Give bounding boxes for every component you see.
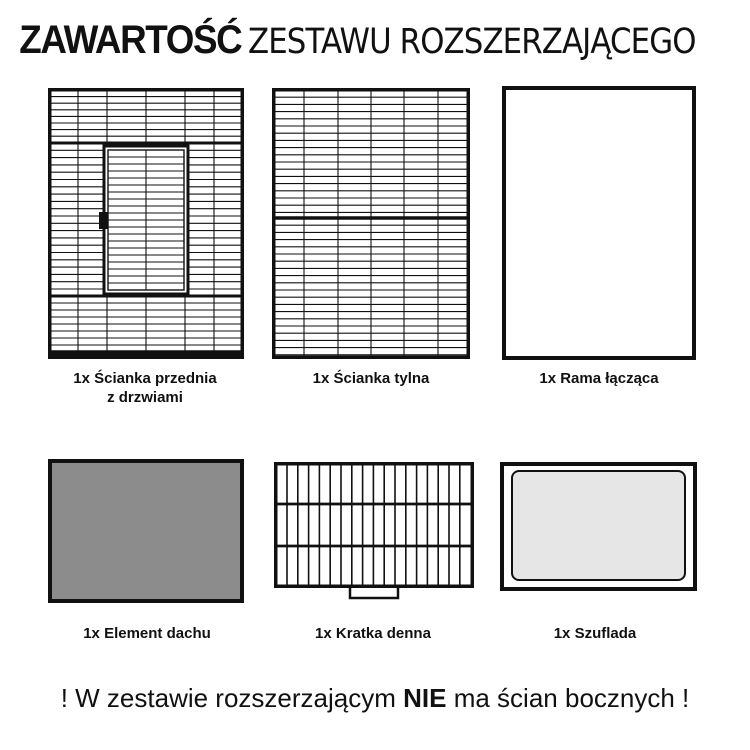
- caption-name: Kratka denna: [335, 625, 431, 642]
- caption-name: Element dachu: [104, 625, 211, 642]
- caption-quantity: 1x: [83, 625, 100, 642]
- drawer-icon: [500, 462, 697, 591]
- notice-prefix: ! W zestawie rozszerzającym: [60, 683, 396, 713]
- caption-drawer: [480, 624, 710, 643]
- caption-name: Rama łącząca: [560, 370, 659, 387]
- caption-quantity: 1x: [315, 625, 332, 642]
- caption-name: Ścianka przednia: [94, 370, 217, 387]
- caption-name: Ścianka tylna: [333, 370, 430, 387]
- connecting-frame-icon: [502, 86, 696, 360]
- back-wall-icon: [272, 88, 470, 359]
- caption-bottom-grate: [258, 624, 488, 643]
- notice-suffix: ma ścian bocznych !: [453, 683, 690, 713]
- title-bold: ZAWARTOŚĆ: [19, 18, 242, 62]
- caption-name-line2: z drzwiami: [107, 389, 183, 406]
- bottom-grate-icon: [274, 462, 474, 602]
- caption-connecting-frame: [484, 369, 714, 388]
- caption-front-wall: [30, 369, 260, 407]
- notice-emphasis: NIE: [403, 683, 447, 713]
- caption-quantity: 1x: [553, 625, 571, 642]
- caption-name: Szuflada: [574, 625, 637, 642]
- roof-element-icon: [48, 459, 244, 603]
- caption-back-wall: [256, 369, 486, 388]
- front-wall-with-door-icon: [48, 88, 244, 359]
- caption-quantity: 1x: [539, 370, 557, 387]
- caption-roof-element: [32, 624, 262, 643]
- page-title: [0, 20, 750, 60]
- caption-quantity: 1x: [312, 370, 330, 387]
- title-light: ZESTAWU ROZSZERZAJĄCEGO: [247, 22, 696, 62]
- notice-text: [0, 683, 750, 714]
- caption-quantity: 1x: [73, 370, 90, 387]
